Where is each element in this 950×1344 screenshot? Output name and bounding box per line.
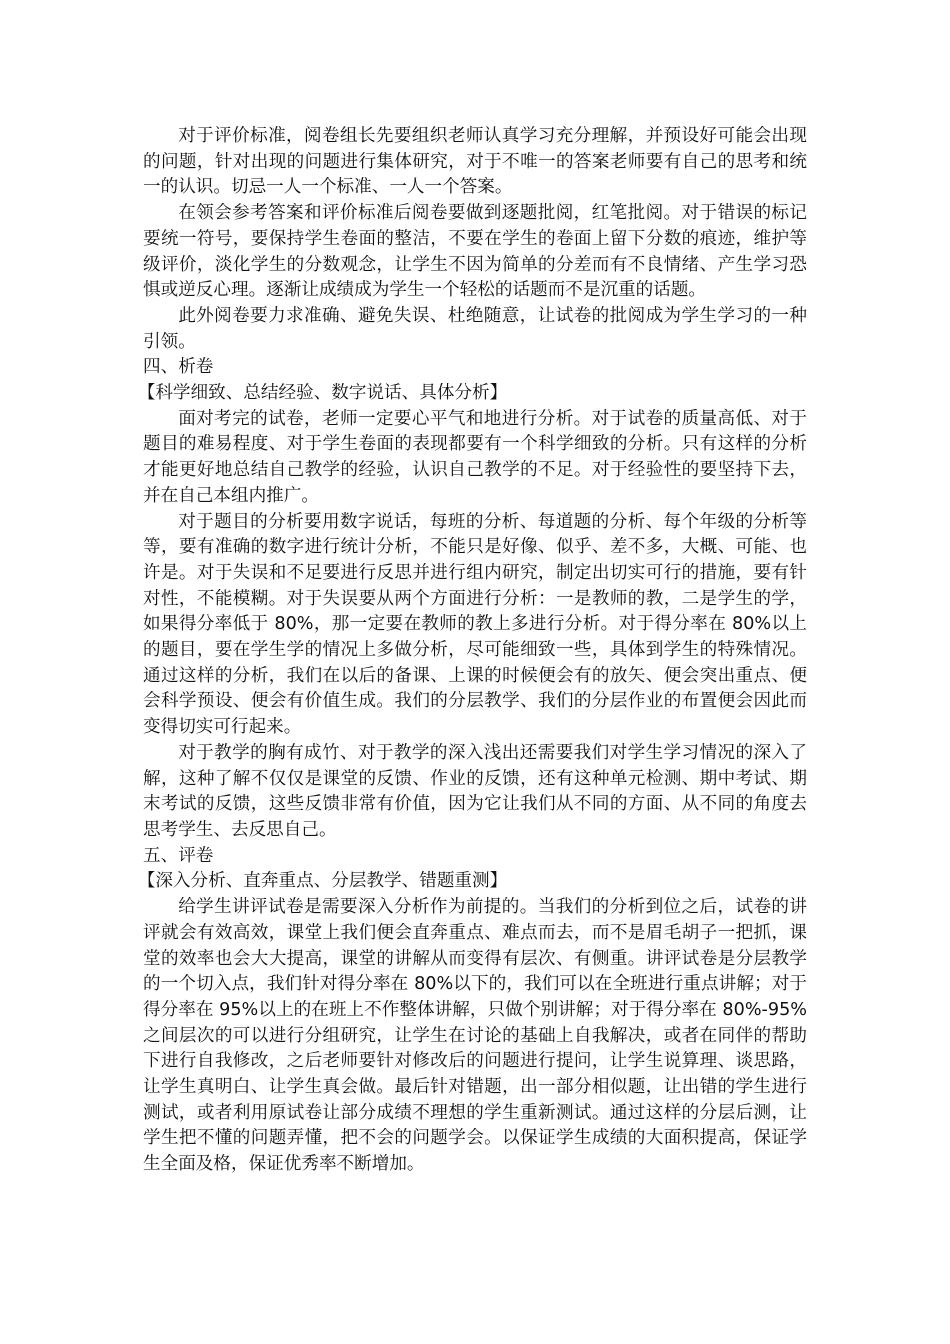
paragraph-grading-accuracy: 此外阅卷要力求准确、避免失误、杜绝随意，让试卷的批阅成为学生学习的一种引领。	[143, 305, 807, 352]
paragraph-review-method: 给学生讲评试卷是需要深入分析作为前提的。当我们的分析到位之后，试卷的讲评就会有效高效，课堂上我们便会直奔重点、难点而去，而不是眉毛胡子一把抓，课堂的效率也会大大提高，课堂的讲解从而变得有层次、有侧重。讲评试卷是分层教学的一个切入点，我们针对得分率在 80%以下的，我们可以在全班进行重点讲解；对于得分率在 95%以上的在班上不作整体讲解，只做个别讲解；对于得分率在 80%-95%之间层次的可以进行分组研究，让学生在讨论的基础上自我解决，或者在同伴的帮助下进行自我修改，之后老师要针对修改后的问题进行提问，让学生说算理、谈思路，让学生真明白、让学生真会做。最后针对错题，出一部分相似题，让出错的学生进行测试，或者利用原试卷让部分成绩不理想的学生重新测试。通过这样的分层后测，让学生把不懂的问题弄懂，把不会的问题学会。以保证学生成绩的大面积提高，保证学生全面及格，保证优秀率不断增加。	[143, 897, 807, 1175]
section-heading-analysis: 四、析卷	[143, 357, 214, 378]
section-heading-review: 五、评卷	[143, 845, 214, 866]
section-subtitle-review: 【深入分析、直奔重点、分层教学、错题重测】	[137, 871, 508, 892]
paragraph-analysis-numbers: 对于题目的分析要用数字说话，每班的分析、每道题的分析、每个年级的分析等等，要有准确的数字进行统计分析，不能只是好像、似乎、差不多，大概、可能、也许是。对于失误和不足要进行反思并进行组内研究，制定出切实可行的措施，要有针对性，不能模糊。对于失误要从两个方面进行分析：一是教师的教，二是学生的学，如果得分率低于 80%，那一定要在教师的教上多进行分析。对于得分率在 80%以上的题目，要在学生学的情况上多做分析，尽可能细致一些，具体到学生的特殊情况。通过这样的分析，我们在以后的备课、上课的时候便会有的放矢、便会突出重点、便会科学预设、便会有价值生成。我们的分层教学、我们的分层作业的布置便会因此而变得切实可行起来。	[143, 511, 807, 738]
paragraph-grading-method: 在领会参考答案和评价标准后阅卷要做到逐题批阅，红笔批阅。对于错误的标记要统一符号，要保持学生卷面的整洁，不要在学生的卷面上留下分数的痕迹，维护等级评价，淡化学生的分数观念，让学生不因为简单的分差而有不良情绪、产生学习恐惧或逆反心理。逐渐让成绩成为学生一个轻松的话题而不是沉重的话题。	[143, 203, 807, 301]
paragraph-analysis-feedback: 对于教学的胸有成竹、对于教学的深入浅出还需要我们对学生学习情况的深入了解，这种了解不仅仅是课堂的反馈、作业的反馈，还有这种单元检测、期中考试、期末考试的反馈，这些反馈非常有价值，因为它让我们从不同的方面、从不同的角度去思考学生、去反思自己。	[143, 742, 807, 840]
paragraph-analysis-intro: 面对考完的试卷，老师一定要心平气和地进行分析。对于试卷的质量高低、对于题目的难易程度、对于学生卷面的表现都要有一个科学细致的分析。只有这样的分析才能更好地总结自己教学的经验，认识自己教学的不足。对于经验性的要坚持下去，并在自己本组内推广。	[143, 408, 807, 506]
section-subtitle-analysis: 【科学细致、总结经验、数字说话、具体分析】	[137, 383, 508, 404]
document-page	[137, 124, 807, 1178]
paragraph-evaluation-standard: 对于评价标准，阅卷组长先要组织老师认真学习充分理解，并预设好可能会出现的问题，针对出现的问题进行集体研究，对于不唯一的答案老师要有自己的思考和统一的认识。切忌一人一个标准、一人一个答案。	[143, 126, 807, 198]
